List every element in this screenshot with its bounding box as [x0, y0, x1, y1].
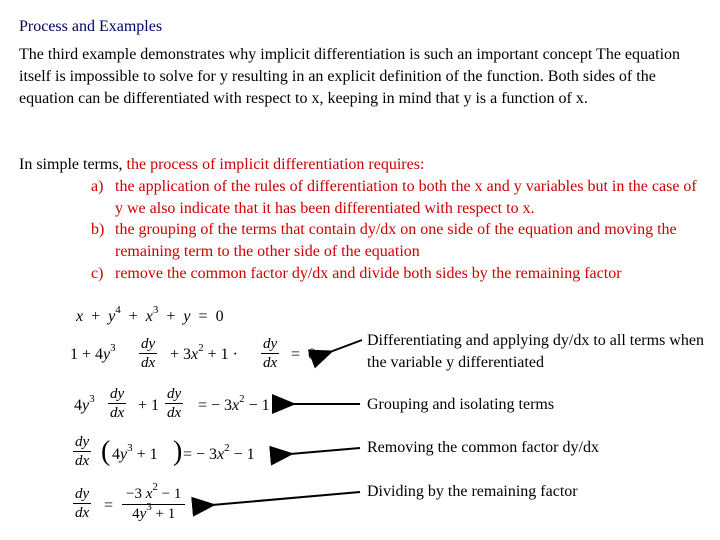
page-title: Process and Examples [19, 18, 163, 35]
denominator: dx [263, 355, 278, 371]
left-paren: ( [101, 436, 111, 467]
arrow-4 [212, 492, 360, 505]
numerator: dy [110, 386, 125, 402]
step-text: remove the common factor dy/dx and divide both sides by the remaining factor [115, 265, 622, 282]
eq1-middle: + $3x^2 + 1$ · [170, 342, 238, 363]
eq2-left: $4y^3$ [74, 393, 95, 414]
var-x: x [145, 308, 153, 325]
denominator: dx [167, 405, 182, 421]
note-dividing: Dividing by the remaining factor [367, 483, 578, 500]
step-text: the grouping of the terms that contain dy/dx on one side of the equation and moving the remaining term to the other side of the equation [115, 221, 677, 260]
equals-sign: = [198, 308, 208, 325]
var-x: x [76, 308, 84, 325]
numerator: dy [75, 486, 90, 502]
denominator: dx [110, 405, 125, 421]
note-removing-factor: Removing the common factor dy/dx [367, 439, 599, 456]
denominator: dx [75, 453, 90, 469]
numerator: dy [263, 336, 278, 352]
eq1-right: = 0 [291, 346, 317, 363]
eq3-right: = − $3x^2 - 1$ [183, 442, 255, 463]
intro-paragraph: The third example demonstrates why implicit differentiation is such an important concept The equation itself is impossible to solve for y resulting in an explicit definition of the function. Both sides of the equation can be differentiated with respect to x, keeping in mind that y is a function of x. [19, 46, 681, 107]
step-text: the application of the rules of differentiation to both the x and y variables but in the case of y we also indicate that it has been differentiated with respect to x. [115, 178, 697, 217]
zero: 0 [215, 308, 224, 325]
exponent: 3 [152, 304, 159, 316]
var-y: y [108, 308, 116, 325]
plus-sign: + [166, 308, 176, 325]
denominator: dx [75, 505, 90, 521]
step-letter: c) [91, 265, 104, 282]
plus-sign: + [128, 308, 138, 325]
arrow-1 [330, 340, 362, 352]
process-highlight: the process of implicit differentiation requires: [126, 156, 425, 173]
numerator: dy [167, 386, 182, 402]
eq3-inner: $4y^3 + 1$ [112, 442, 158, 463]
right-paren: ) [173, 436, 183, 467]
exponent: 4 [115, 304, 121, 316]
denominator: dx [141, 355, 156, 371]
process-prefix: In simple terms, [19, 156, 127, 173]
note-grouping: Grouping and isolating terms [367, 396, 555, 413]
numerator: dy [141, 336, 156, 352]
solution-fraction: $\frac{-3 x^2 - 1}{4y^3 + 1}$ [122, 485, 185, 524]
var-y: y [183, 308, 191, 325]
eq2-right: = − $3x^2 - 1$ [198, 393, 270, 414]
equals-sign: = [104, 497, 114, 514]
step-letter: a) [91, 178, 104, 195]
note-differentiating: Differentiating and applying dy/dx to all terms when the variable y differentiated [367, 332, 704, 371]
numerator: dy [75, 434, 90, 450]
step-letter: b) [91, 221, 105, 238]
eq1-left: $1 + 4y^3$ [70, 342, 116, 363]
eq2-plus-one: + 1 [138, 397, 160, 414]
arrow-3 [290, 448, 360, 454]
plus-sign: + [91, 308, 101, 325]
